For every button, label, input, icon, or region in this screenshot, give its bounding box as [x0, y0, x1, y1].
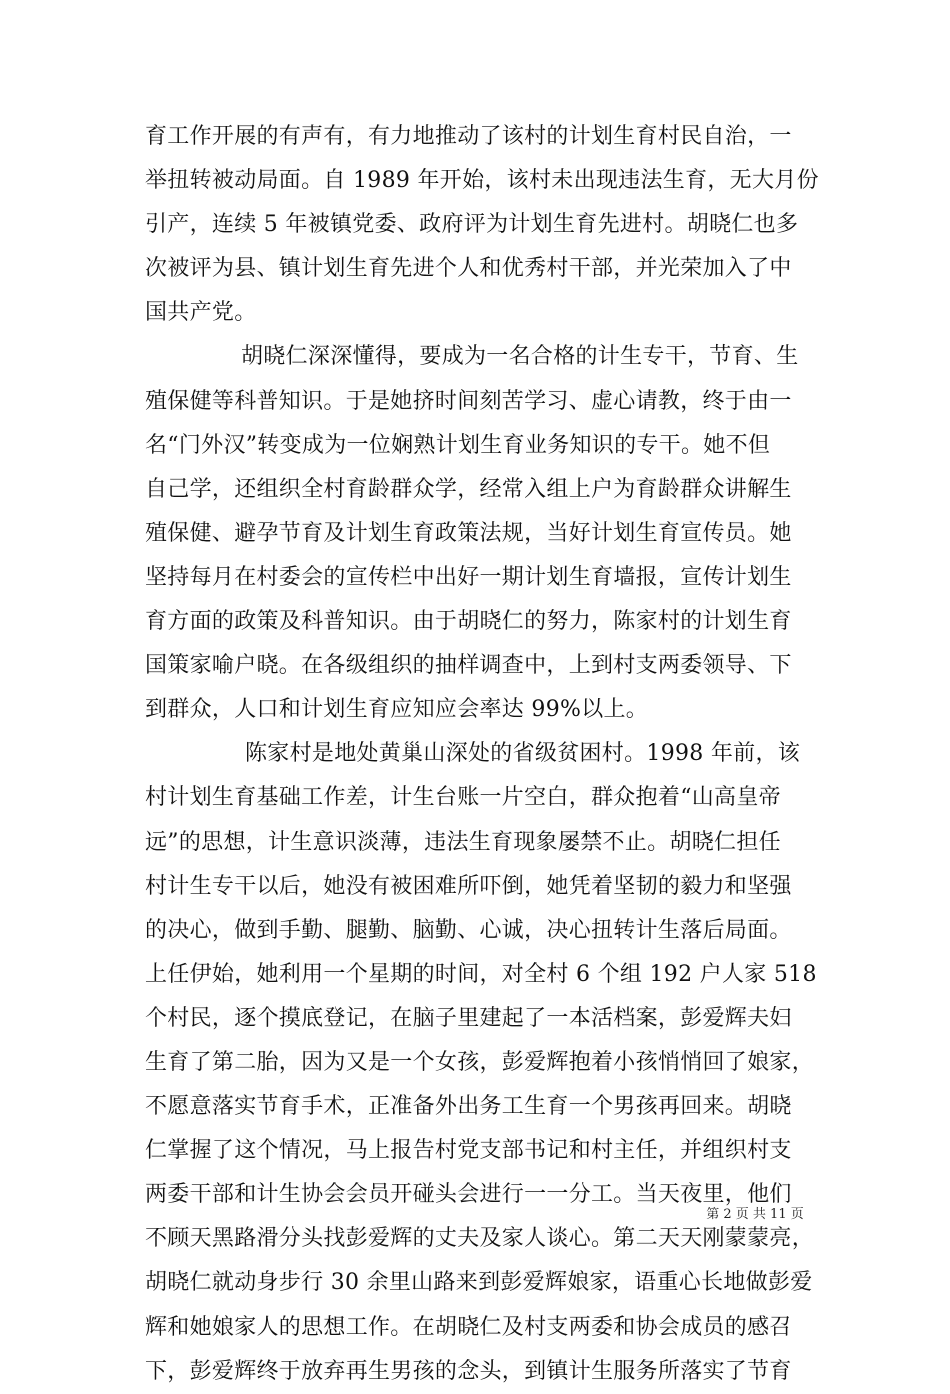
- paragraph-first-line: 陈家村是地处黄巢山深处的省级贫困村。1998 年前，该: [245, 741, 801, 767]
- text-line: 举扭转被动局面。自 1989 年开始，该村未出现违法生育，无大月份: [145, 168, 819, 194]
- text-line: 坚持每月在村委会的宣传栏中出好一期计划生育墙报，宣传计划生: [145, 564, 792, 590]
- text-line: 远”的思想，计生意识淡薄，违法生育现象屡禁不止。胡晓仁担任: [145, 829, 781, 855]
- text-line: 村计划生育基础工作差，计生台账一片空白，群众抱着“山高皇帝: [145, 785, 781, 811]
- text-line: 育方面的政策及科普知识。由于胡晓仁的努力，陈家村的计划生育: [145, 609, 792, 635]
- text-line: 不愿意落实节育手术，正准备外出务工生育一个男孩再回来。胡晓: [145, 1094, 792, 1120]
- text-line: 不顾天黑路滑分头找彭爱辉的丈夫及家人谈心。第二天天刚蒙蒙亮，: [145, 1226, 815, 1252]
- text-line: 生育了第二胎，因为又是一个女孩，彭爱辉抱着小孩悄悄回了娘家，: [145, 1049, 815, 1075]
- body-text: [145, 115, 819, 1394]
- text-line: 殖保健等科普知识。于是她挤时间刻苦学习、虚心请教，终于由一: [145, 388, 792, 414]
- text-line: 下，彭爱辉终于放弃再生男孩的念头，到镇计生服务所落实了节育: [145, 1358, 792, 1384]
- text-line: 国共产党。: [145, 300, 257, 326]
- text-line: 自己学，还组织全村育龄群众学，经常入组上户为育龄群众讲解生: [145, 476, 792, 502]
- page-number: 第 2 页 共 11 页: [706, 1207, 804, 1222]
- text-line: 殖保健、避孕节育及计划生育政策法规，当好计划生育宣传员。她: [145, 520, 792, 546]
- text-line: 两委干部和计生协会会员开碰头会进行一一分工。当天夜里，他们: [145, 1182, 792, 1208]
- text-line: 引产，连续 5 年被镇党委、政府评为计划生育先进村。胡晓仁也多: [145, 212, 799, 238]
- text-line: 到群众，人口和计划生育应知应会率达 99%以上。: [145, 697, 649, 723]
- text-line: 育工作开展的有声有，有力地推动了该村的计划生育村民自治，一: [145, 124, 792, 149]
- text-line: 名“门外汉”转变成为一位娴熟计划生育业务知识的专干。她不但: [145, 432, 771, 458]
- paragraph-first-line: 胡晓仁深深懂得，要成为一名合格的计生专干，节育、生: [241, 344, 799, 370]
- text-line: 仁掌握了这个情况，马上报告村党支部书记和村主任，并组织村支: [145, 1138, 792, 1164]
- text-line: 的决心，做到手勤、腿勤、脑勤、心诚，决心扭转计生落后局面。: [145, 917, 792, 943]
- text-line: 村计生专干以后，她没有被困难所吓倒，她凭着坚韧的毅力和坚强: [145, 873, 792, 899]
- text-line: 国策家喻户晓。在各级组织的抽样调查中，上到村支两委领导、下: [145, 653, 792, 679]
- text-line: 胡晓仁就动身步行 30 余里山路来到彭爱辉娘家，语重心长地做彭爱: [145, 1270, 813, 1296]
- text-line: 个村民，逐个摸底登记，在脑子里建起了一本活档案，彭爱辉夫妇: [145, 1005, 792, 1031]
- text-line: 次被评为县、镇计划生育先进个人和优秀村干部，并光荣加入了中: [145, 256, 792, 282]
- text-line: 辉和她娘家人的思想工作。在胡晓仁及村支两委和协会成员的感召: [145, 1314, 792, 1340]
- page-footer: [0, 1203, 950, 1222]
- text-line: 上任伊始，她利用一个星期的时间，对全村 6 个组 192 户人家 518: [145, 961, 817, 987]
